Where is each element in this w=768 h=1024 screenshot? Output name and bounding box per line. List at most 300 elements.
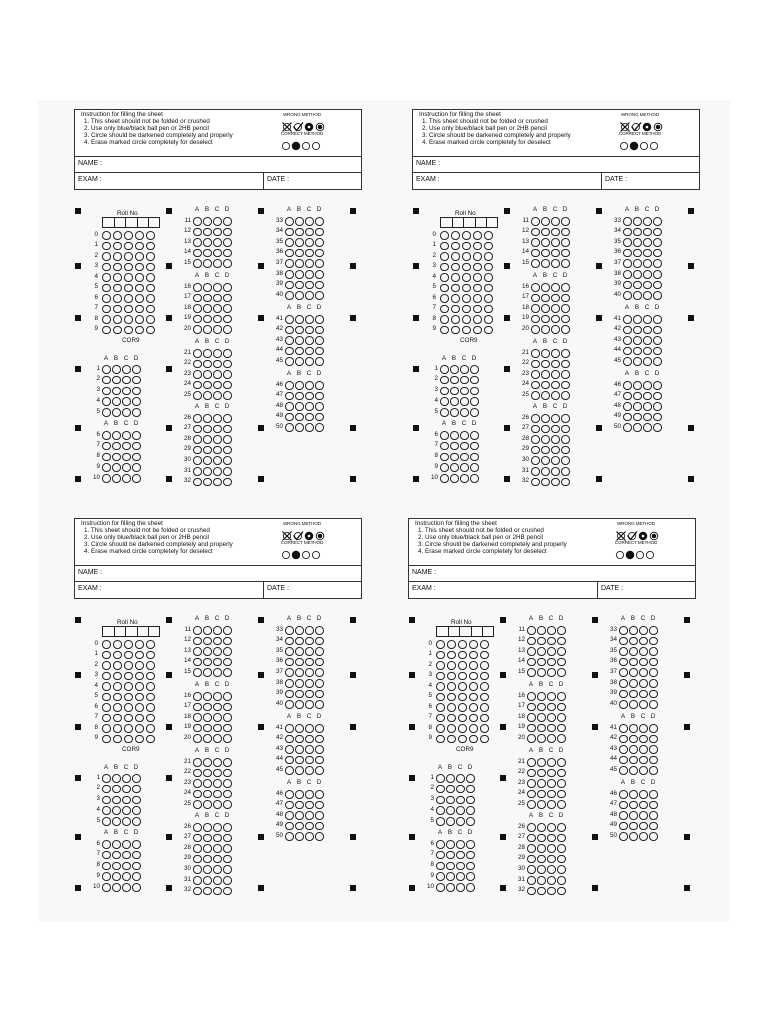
answer-bubble[interactable]: [473, 242, 482, 251]
answer-bubble[interactable]: [135, 724, 144, 733]
answer-bubble[interactable]: [557, 703, 566, 712]
answer-bubble[interactable]: [551, 446, 560, 455]
answer-bubble[interactable]: [213, 658, 222, 667]
answer-bubble[interactable]: [466, 872, 475, 881]
answer-bubble[interactable]: [619, 647, 628, 656]
answer-bubble[interactable]: [193, 349, 202, 358]
answer-bubble[interactable]: [203, 887, 212, 896]
answer-bubble[interactable]: [643, 392, 652, 401]
answer-bubble[interactable]: [480, 672, 489, 681]
answer-bubble[interactable]: [537, 692, 546, 701]
answer-bubble[interactable]: [470, 397, 479, 406]
answer-bubble[interactable]: [213, 626, 222, 635]
answer-bubble[interactable]: [469, 682, 478, 691]
answer-bubble[interactable]: [484, 284, 493, 293]
answer-bubble[interactable]: [557, 626, 566, 635]
answer-bubble[interactable]: [132, 796, 141, 805]
answer-bubble[interactable]: [473, 305, 482, 314]
answer-bubble[interactable]: [436, 693, 445, 702]
answer-bubble[interactable]: [547, 823, 556, 832]
answer-bubble[interactable]: [456, 872, 465, 881]
answer-bubble[interactable]: [135, 326, 144, 335]
answer-bubble[interactable]: [537, 800, 546, 809]
answer-bubble[interactable]: [223, 800, 232, 809]
answer-bubble[interactable]: [295, 315, 304, 324]
answer-bubble[interactable]: [440, 365, 449, 374]
answer-bubble[interactable]: [315, 766, 324, 775]
answer-bubble[interactable]: [295, 217, 304, 226]
answer-bubble[interactable]: [223, 425, 232, 434]
answer-bubble[interactable]: [541, 283, 550, 292]
answer-bubble[interactable]: [203, 790, 212, 799]
answer-bubble[interactable]: [102, 231, 111, 240]
answer-bubble[interactable]: [653, 402, 662, 411]
answer-bubble[interactable]: [451, 242, 460, 251]
answer-bubble[interactable]: [440, 397, 449, 406]
answer-bubble[interactable]: [113, 724, 122, 733]
answer-bubble[interactable]: [436, 724, 445, 733]
answer-bubble[interactable]: [315, 679, 324, 688]
answer-bubble[interactable]: [643, 238, 652, 247]
answer-bubble[interactable]: [446, 796, 455, 805]
answer-bubble[interactable]: [473, 326, 482, 335]
answer-bubble[interactable]: [541, 294, 550, 303]
answer-bubble[interactable]: [633, 326, 642, 335]
answer-bubble[interactable]: [223, 467, 232, 476]
answer-bubble[interactable]: [633, 291, 642, 300]
answer-bubble[interactable]: [193, 790, 202, 799]
answer-bubble[interactable]: [470, 387, 479, 396]
answer-bubble[interactable]: [619, 668, 628, 677]
answer-bubble[interactable]: [112, 796, 121, 805]
answer-bubble[interactable]: [460, 453, 469, 462]
answer-bubble[interactable]: [146, 273, 155, 282]
answer-bubble[interactable]: [557, 734, 566, 743]
answer-bubble[interactable]: [193, 259, 202, 268]
answer-bubble[interactable]: [547, 668, 556, 677]
answer-bubble[interactable]: [315, 238, 324, 247]
answer-bubble[interactable]: [295, 270, 304, 279]
answer-bubble[interactable]: [305, 228, 314, 237]
answer-bubble[interactable]: [285, 413, 294, 422]
answer-bubble[interactable]: [531, 249, 540, 258]
answer-bubble[interactable]: [639, 756, 648, 765]
answer-bubble[interactable]: [146, 682, 155, 691]
answer-bubble[interactable]: [295, 238, 304, 247]
answer-bubble[interactable]: [527, 713, 536, 722]
answer-bubble[interactable]: [531, 456, 540, 465]
answer-bubble[interactable]: [537, 637, 546, 646]
answer-bubble[interactable]: [122, 883, 131, 892]
answer-bubble[interactable]: [102, 263, 111, 272]
answer-bubble[interactable]: [629, 658, 638, 667]
answer-bubble[interactable]: [193, 724, 202, 733]
answer-bubble[interactable]: [547, 790, 556, 799]
answer-bubble[interactable]: [203, 769, 212, 778]
answer-bubble[interactable]: [484, 231, 493, 240]
answer-bubble[interactable]: [223, 478, 232, 487]
answer-bubble[interactable]: [203, 692, 212, 701]
answer-bubble[interactable]: [462, 315, 471, 324]
answer-bubble[interactable]: [629, 756, 638, 765]
answer-bubble[interactable]: [285, 381, 294, 390]
answer-bubble[interactable]: [305, 658, 314, 667]
answer-bubble[interactable]: [223, 823, 232, 832]
answer-bubble[interactable]: [623, 228, 632, 237]
answer-bubble[interactable]: [541, 381, 550, 390]
answer-bubble[interactable]: [547, 692, 556, 701]
answer-bubble[interactable]: [213, 637, 222, 646]
answer-bubble[interactable]: [446, 862, 455, 871]
answer-bubble[interactable]: [113, 735, 122, 744]
answer-bubble[interactable]: [547, 758, 556, 767]
answer-bubble[interactable]: [537, 876, 546, 885]
answer-bubble[interactable]: [633, 413, 642, 422]
answer-bubble[interactable]: [203, 855, 212, 864]
answer-bubble[interactable]: [305, 423, 314, 432]
answer-bubble[interactable]: [223, 647, 232, 656]
answer-bubble[interactable]: [315, 357, 324, 366]
answer-bubble[interactable]: [113, 252, 122, 261]
answer-bubble[interactable]: [285, 724, 294, 733]
answer-bubble[interactable]: [436, 806, 445, 815]
answer-bubble[interactable]: [447, 661, 456, 670]
answer-bubble[interactable]: [551, 456, 560, 465]
answer-bubble[interactable]: [466, 785, 475, 794]
answer-bubble[interactable]: [193, 435, 202, 444]
answer-bubble[interactable]: [135, 640, 144, 649]
answer-bubble[interactable]: [203, 844, 212, 853]
answer-bubble[interactable]: [223, 668, 232, 677]
answer-bubble[interactable]: [285, 790, 294, 799]
answer-bubble[interactable]: [305, 756, 314, 765]
answer-bubble[interactable]: [537, 769, 546, 778]
answer-bubble[interactable]: [193, 658, 202, 667]
answer-bubble[interactable]: [285, 347, 294, 356]
answer-bubble[interactable]: [561, 315, 570, 324]
answer-bubble[interactable]: [146, 724, 155, 733]
answer-bubble[interactable]: [451, 252, 460, 261]
answer-bubble[interactable]: [451, 263, 460, 272]
answer-bubble[interactable]: [295, 658, 304, 667]
answer-bubble[interactable]: [315, 832, 324, 841]
answer-bubble[interactable]: [643, 326, 652, 335]
answer-bubble[interactable]: [223, 844, 232, 853]
answer-bubble[interactable]: [547, 647, 556, 656]
answer-bubble[interactable]: [315, 281, 324, 290]
answer-bubble[interactable]: [458, 661, 467, 670]
answer-bubble[interactable]: [315, 326, 324, 335]
answer-bubble[interactable]: [541, 414, 550, 423]
answer-bubble[interactable]: [484, 305, 493, 314]
answer-bubble[interactable]: [460, 387, 469, 396]
answer-bubble[interactable]: [557, 865, 566, 874]
answer-bubble[interactable]: [102, 305, 111, 314]
answer-bubble[interactable]: [619, 658, 628, 667]
answer-bubble[interactable]: [561, 283, 570, 292]
answer-bubble[interactable]: [537, 658, 546, 667]
answer-bubble[interactable]: [473, 294, 482, 303]
answer-bubble[interactable]: [551, 360, 560, 369]
answer-bubble[interactable]: [551, 315, 560, 324]
answer-bubble[interactable]: [132, 774, 141, 783]
answer-bubble[interactable]: [193, 446, 202, 455]
answer-bubble[interactable]: [527, 834, 536, 843]
answer-bubble[interactable]: [203, 626, 212, 635]
answer-bubble[interactable]: [113, 703, 122, 712]
answer-bubble[interactable]: [547, 844, 556, 853]
answer-bubble[interactable]: [629, 724, 638, 733]
answer-bubble[interactable]: [639, 690, 648, 699]
answer-bubble[interactable]: [132, 387, 141, 396]
answer-bubble[interactable]: [295, 249, 304, 258]
answer-bubble[interactable]: [537, 703, 546, 712]
answer-bubble[interactable]: [470, 408, 479, 417]
answer-bubble[interactable]: [112, 774, 121, 783]
answer-bubble[interactable]: [643, 270, 652, 279]
answer-bubble[interactable]: [531, 381, 540, 390]
answer-bubble[interactable]: [480, 693, 489, 702]
answer-bubble[interactable]: [557, 844, 566, 853]
answer-bubble[interactable]: [531, 360, 540, 369]
answer-bubble[interactable]: [531, 238, 540, 247]
answer-bubble[interactable]: [561, 425, 570, 434]
answer-bubble[interactable]: [213, 887, 222, 896]
answer-bubble[interactable]: [653, 291, 662, 300]
answer-bubble[interactable]: [285, 735, 294, 744]
answer-bubble[interactable]: [305, 336, 314, 345]
answer-bubble[interactable]: [124, 703, 133, 712]
answer-bubble[interactable]: [466, 840, 475, 849]
answer-bubble[interactable]: [462, 242, 471, 251]
answer-bubble[interactable]: [135, 252, 144, 261]
answer-bubble[interactable]: [473, 231, 482, 240]
answer-bubble[interactable]: [132, 431, 141, 440]
answer-bubble[interactable]: [305, 766, 314, 775]
answer-bubble[interactable]: [203, 637, 212, 646]
answer-bubble[interactable]: [547, 887, 556, 896]
answer-bubble[interactable]: [557, 834, 566, 843]
answer-bubble[interactable]: [639, 668, 648, 677]
answer-bubble[interactable]: [527, 734, 536, 743]
answer-bubble[interactable]: [531, 391, 540, 400]
answer-bubble[interactable]: [102, 840, 111, 849]
answer-bubble[interactable]: [547, 637, 556, 646]
answer-bubble[interactable]: [193, 855, 202, 864]
answer-bubble[interactable]: [619, 700, 628, 709]
answer-bubble[interactable]: [203, 668, 212, 677]
answer-bubble[interactable]: [102, 714, 111, 723]
answer-bubble[interactable]: [649, 766, 658, 775]
answer-bubble[interactable]: [315, 724, 324, 733]
answer-bubble[interactable]: [193, 467, 202, 476]
answer-bubble[interactable]: [285, 668, 294, 677]
answer-bubble[interactable]: [285, 217, 294, 226]
answer-bubble[interactable]: [135, 305, 144, 314]
answer-bubble[interactable]: [527, 823, 536, 832]
answer-bubble[interactable]: [315, 626, 324, 635]
answer-bubble[interactable]: [135, 231, 144, 240]
answer-bubble[interactable]: [124, 682, 133, 691]
answer-bubble[interactable]: [649, 756, 658, 765]
answer-bubble[interactable]: [450, 397, 459, 406]
answer-bubble[interactable]: [135, 682, 144, 691]
answer-bubble[interactable]: [541, 370, 550, 379]
answer-bubble[interactable]: [484, 315, 493, 324]
answer-bubble[interactable]: [112, 817, 121, 826]
answer-bubble[interactable]: [203, 381, 212, 390]
answer-bubble[interactable]: [456, 817, 465, 826]
answer-bubble[interactable]: [633, 336, 642, 345]
answer-bubble[interactable]: [537, 855, 546, 864]
answer-bubble[interactable]: [146, 640, 155, 649]
answer-bubble[interactable]: [629, 626, 638, 635]
answer-bubble[interactable]: [653, 315, 662, 324]
answer-bubble[interactable]: [561, 478, 570, 487]
answer-bubble[interactable]: [629, 822, 638, 831]
answer-bubble[interactable]: [623, 249, 632, 258]
answer-bubble[interactable]: [315, 402, 324, 411]
answer-bubble[interactable]: [112, 840, 121, 849]
answer-bubble[interactable]: [295, 690, 304, 699]
answer-bubble[interactable]: [112, 851, 121, 860]
answer-bubble[interactable]: [649, 668, 658, 677]
answer-bubble[interactable]: [295, 381, 304, 390]
answer-bubble[interactable]: [112, 408, 121, 417]
answer-bubble[interactable]: [203, 834, 212, 843]
answer-bubble[interactable]: [531, 283, 540, 292]
answer-bubble[interactable]: [102, 862, 111, 871]
answer-bubble[interactable]: [315, 315, 324, 324]
answer-bubble[interactable]: [557, 692, 566, 701]
answer-bubble[interactable]: [285, 626, 294, 635]
answer-bubble[interactable]: [623, 270, 632, 279]
answer-bubble[interactable]: [531, 294, 540, 303]
answer-bubble[interactable]: [633, 281, 642, 290]
answer-bubble[interactable]: [295, 668, 304, 677]
answer-bubble[interactable]: [649, 822, 658, 831]
answer-bubble[interactable]: [146, 305, 155, 314]
roll-number-boxes[interactable]: [440, 217, 498, 228]
answer-bubble[interactable]: [113, 661, 122, 670]
answer-bubble[interactable]: [551, 259, 560, 268]
answer-bubble[interactable]: [643, 336, 652, 345]
answer-bubble[interactable]: [557, 713, 566, 722]
answer-bubble[interactable]: [639, 637, 648, 646]
answer-bubble[interactable]: [146, 242, 155, 251]
answer-bubble[interactable]: [146, 693, 155, 702]
answer-bubble[interactable]: [527, 626, 536, 635]
answer-bubble[interactable]: [649, 745, 658, 754]
answer-bubble[interactable]: [315, 658, 324, 667]
answer-bubble[interactable]: [315, 347, 324, 356]
answer-bubble[interactable]: [561, 446, 570, 455]
answer-bubble[interactable]: [285, 249, 294, 258]
answer-bubble[interactable]: [295, 679, 304, 688]
answer-bubble[interactable]: [135, 315, 144, 324]
answer-bubble[interactable]: [551, 381, 560, 390]
answer-bubble[interactable]: [203, 713, 212, 722]
answer-bubble[interactable]: [102, 376, 111, 385]
answer-bubble[interactable]: [213, 238, 222, 247]
answer-bubble[interactable]: [285, 679, 294, 688]
answer-bubble[interactable]: [470, 442, 479, 451]
answer-bubble[interactable]: [285, 811, 294, 820]
answer-bubble[interactable]: [480, 661, 489, 670]
answer-bubble[interactable]: [541, 228, 550, 237]
answer-bubble[interactable]: [203, 414, 212, 423]
answer-bubble[interactable]: [113, 651, 122, 660]
answer-bubble[interactable]: [124, 284, 133, 293]
answer-bubble[interactable]: [537, 834, 546, 843]
answer-bubble[interactable]: [305, 724, 314, 733]
answer-bubble[interactable]: [285, 315, 294, 324]
answer-bubble[interactable]: [561, 249, 570, 258]
answer-bubble[interactable]: [537, 626, 546, 635]
answer-bubble[interactable]: [193, 800, 202, 809]
answer-bubble[interactable]: [135, 672, 144, 681]
answer-bubble[interactable]: [623, 347, 632, 356]
answer-bubble[interactable]: [122, 862, 131, 871]
answer-bubble[interactable]: [223, 360, 232, 369]
answer-bubble[interactable]: [315, 259, 324, 268]
answer-bubble[interactable]: [541, 425, 550, 434]
answer-bubble[interactable]: [122, 872, 131, 881]
answer-bubble[interactable]: [639, 801, 648, 810]
answer-bubble[interactable]: [124, 735, 133, 744]
answer-bubble[interactable]: [223, 626, 232, 635]
answer-bubble[interactable]: [203, 228, 212, 237]
answer-bubble[interactable]: [643, 381, 652, 390]
answer-bubble[interactable]: [223, 724, 232, 733]
answer-bubble[interactable]: [458, 724, 467, 733]
answer-bubble[interactable]: [223, 834, 232, 843]
answer-bubble[interactable]: [531, 435, 540, 444]
answer-bubble[interactable]: [285, 423, 294, 432]
answer-bubble[interactable]: [112, 431, 121, 440]
answer-bubble[interactable]: [623, 291, 632, 300]
answer-bubble[interactable]: [527, 703, 536, 712]
answer-bubble[interactable]: [466, 817, 475, 826]
answer-bubble[interactable]: [305, 315, 314, 324]
answer-bubble[interactable]: [639, 735, 648, 744]
answer-bubble[interactable]: [473, 273, 482, 282]
answer-bubble[interactable]: [193, 758, 202, 767]
answer-bubble[interactable]: [213, 294, 222, 303]
answer-bubble[interactable]: [447, 714, 456, 723]
answer-bubble[interactable]: [223, 769, 232, 778]
answer-bubble[interactable]: [213, 800, 222, 809]
answer-bubble[interactable]: [473, 263, 482, 272]
answer-bubble[interactable]: [458, 682, 467, 691]
answer-bubble[interactable]: [561, 435, 570, 444]
answer-bubble[interactable]: [629, 766, 638, 775]
answer-bubble[interactable]: [193, 304, 202, 313]
answer-bubble[interactable]: [124, 315, 133, 324]
answer-bubble[interactable]: [315, 336, 324, 345]
answer-bubble[interactable]: [132, 463, 141, 472]
answer-bubble[interactable]: [561, 325, 570, 334]
answer-bubble[interactable]: [557, 779, 566, 788]
answer-bubble[interactable]: [203, 283, 212, 292]
answer-bubble[interactable]: [537, 823, 546, 832]
answer-bubble[interactable]: [557, 855, 566, 864]
answer-bubble[interactable]: [531, 425, 540, 434]
answer-bubble[interactable]: [547, 724, 556, 733]
answer-bubble[interactable]: [305, 735, 314, 744]
answer-bubble[interactable]: [440, 408, 449, 417]
answer-bubble[interactable]: [213, 360, 222, 369]
